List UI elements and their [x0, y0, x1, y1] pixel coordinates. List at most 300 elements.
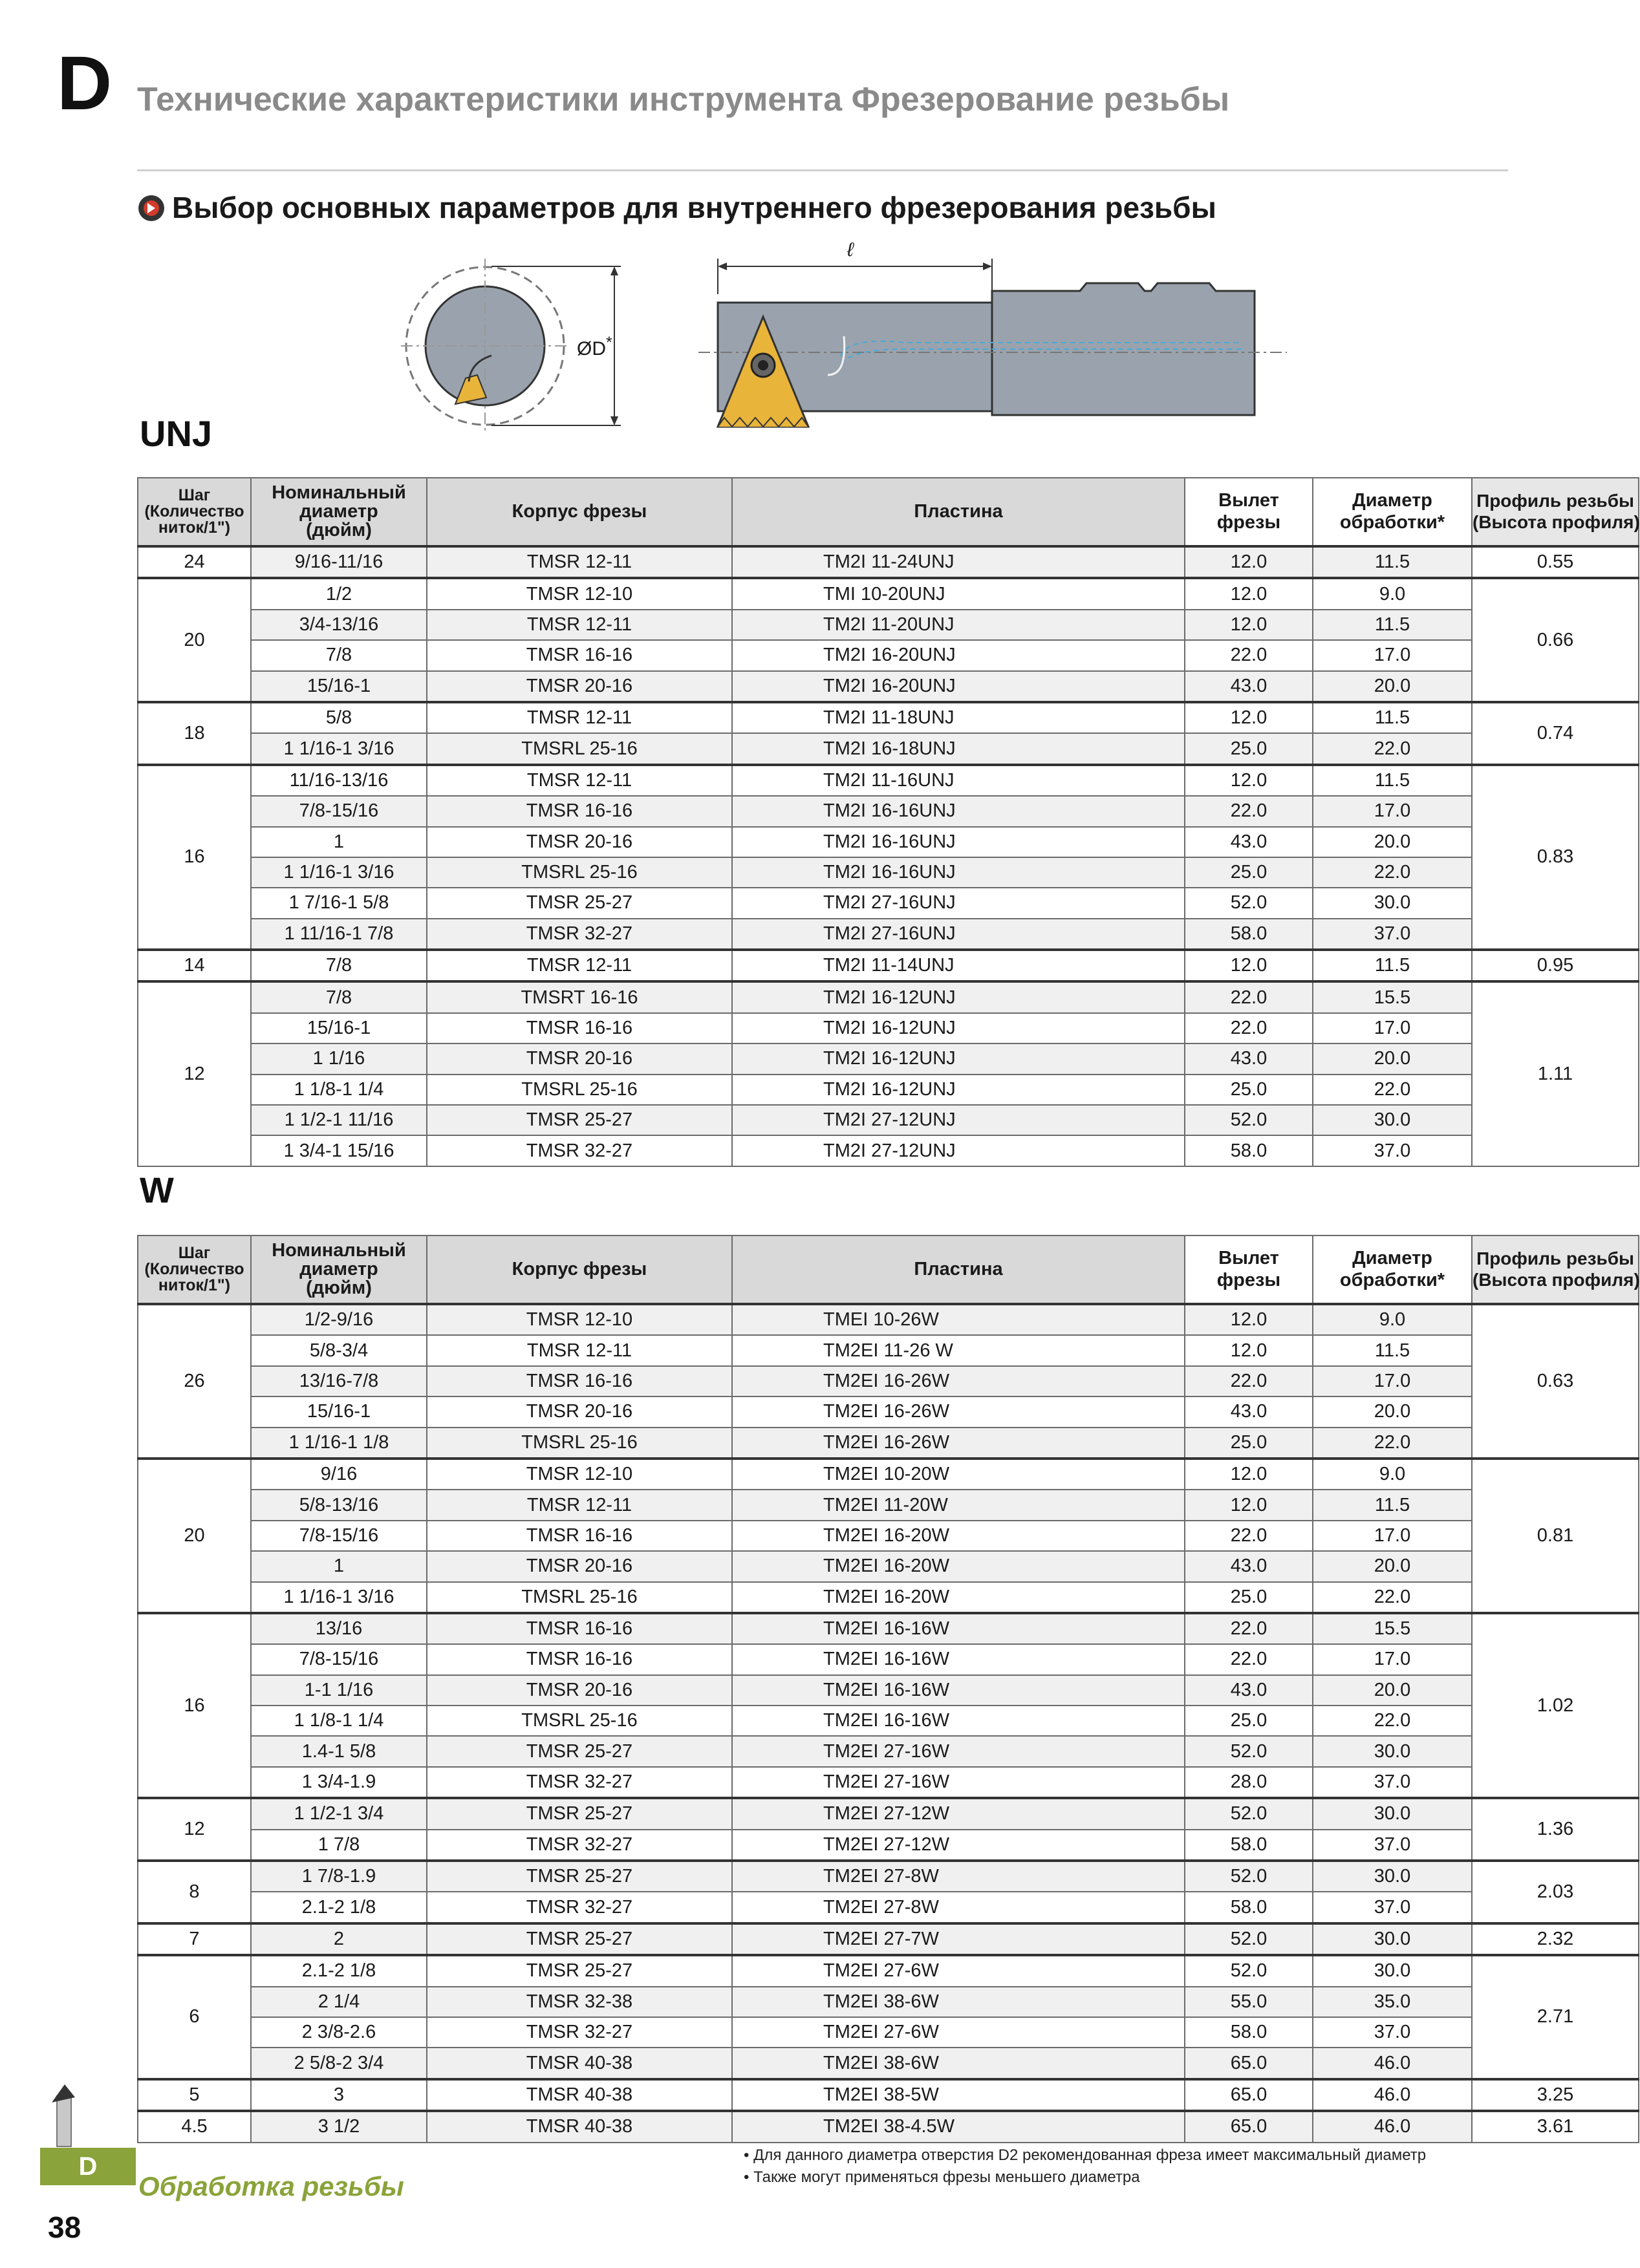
insert-cell: TM2EI 27-12W: [732, 1830, 1185, 1861]
insert-cell: TM2I 11-18UNJ: [732, 702, 1185, 733]
nominal-cell: 1 11/16-1 7/8: [251, 919, 427, 950]
reach-cell: 52.0: [1185, 1861, 1313, 1892]
insert-cell: TM2I 16-20UNJ: [732, 671, 1185, 702]
profile-cell: 1.11: [1472, 981, 1639, 1166]
body-cell: TMSR 40-38: [427, 2111, 732, 2142]
insert-cell: TM2EI 38-6W: [732, 1987, 1185, 2017]
table-row: [138, 950, 1639, 981]
tool-icon: [45, 2083, 84, 2148]
insert-cell: TM2I 16-12UNJ: [732, 981, 1185, 1012]
reach-cell: 52.0: [1185, 888, 1313, 918]
col-diameter: Диаметр обработки*: [1313, 1236, 1472, 1304]
diameter-cell: 20.0: [1313, 671, 1472, 702]
insert-cell: TM2EI 27-16W: [732, 1736, 1185, 1766]
diameter-cell: 37.0: [1313, 1830, 1472, 1861]
nominal-cell: 7/8: [251, 640, 427, 670]
table-row: [138, 1490, 1639, 1520]
diameter-cell: 17.0: [1313, 796, 1472, 826]
insert-cell: TM2I 11-20UNJ: [732, 610, 1185, 640]
body-cell: TMSR 12-10: [427, 578, 732, 609]
reach-cell: 12.0: [1185, 610, 1313, 640]
insert-cell: TM2I 16-16UNJ: [732, 827, 1185, 857]
diameter-cell: 22.0: [1313, 1706, 1472, 1736]
profile-cell: 3.61: [1472, 2111, 1639, 2142]
reach-cell: 58.0: [1185, 2017, 1313, 2048]
body-cell: TMSR 12-11: [427, 610, 732, 640]
col-reach: Вылет фрезы: [1185, 478, 1313, 546]
reach-cell: 25.0: [1185, 1428, 1313, 1459]
nominal-cell: 7/8-15/16: [251, 1644, 427, 1674]
arrow-bullet-icon: [137, 194, 166, 222]
table-row: [138, 1767, 1639, 1798]
insert-cell: TM2I 16-12UNJ: [732, 1043, 1185, 1074]
reach-cell: 52.0: [1185, 1105, 1313, 1135]
profile-cell: 0.81: [1472, 1459, 1639, 1613]
table-row: [138, 1830, 1639, 1861]
col-profile: Профиль резьбы (Высота профиля): [1472, 1236, 1639, 1304]
body-cell: TMSR 40-38: [427, 2079, 732, 2111]
pitch-cell: 16: [138, 1613, 251, 1798]
diameter-label: ØD*: [577, 334, 612, 359]
insert-cell: TM2EI 16-20W: [732, 1582, 1185, 1613]
profile-cell: 3.25: [1472, 2079, 1639, 2111]
diameter-cell: 15.5: [1313, 1613, 1472, 1644]
reach-cell: 52.0: [1185, 1798, 1313, 1829]
diameter-cell: 20.0: [1313, 1043, 1472, 1074]
reach-cell: 22.0: [1185, 1644, 1313, 1674]
profile-cell: 0.55: [1472, 546, 1639, 578]
body-cell: TMSRL 25-16: [427, 733, 732, 764]
pitch-cell: 24: [138, 546, 251, 578]
pitch-cell: 8: [138, 1861, 251, 1923]
profile-cell: 0.95: [1472, 950, 1639, 981]
profile-cell: 2.32: [1472, 1923, 1639, 1955]
end-view-diagram: [401, 259, 660, 440]
page-title: Технические характеристики инструмента Фрезерование резьбы: [137, 81, 1230, 118]
pitch-cell: 4.5: [138, 2111, 251, 2142]
diameter-cell: 17.0: [1313, 1521, 1472, 1551]
table-row: [138, 827, 1639, 857]
reach-cell: 22.0: [1185, 1366, 1313, 1396]
insert-cell: TM2I 16-12UNJ: [732, 1075, 1185, 1105]
profile-cell: 1.36: [1472, 1798, 1639, 1861]
insert-cell: TM2I 27-16UNJ: [732, 919, 1185, 950]
insert-cell: TM2I 16-18UNJ: [732, 733, 1185, 764]
nominal-cell: 1 3/4-1 15/16: [251, 1135, 427, 1166]
body-cell: TMSR 20-16: [427, 671, 732, 702]
diameter-cell: 11.5: [1313, 1335, 1472, 1365]
nominal-cell: 1: [251, 1551, 427, 1581]
insert-cell: TM2EI 27-8W: [732, 1892, 1185, 1923]
reach-cell: 52.0: [1185, 1955, 1313, 1986]
insert-cell: TM2EI 27-16W: [732, 1767, 1185, 1798]
diameter-cell: 15.5: [1313, 981, 1472, 1012]
diameter-cell: 22.0: [1313, 733, 1472, 764]
nominal-cell: 5/8: [251, 702, 427, 733]
reach-cell: 25.0: [1185, 857, 1313, 888]
pitch-cell: 16: [138, 765, 251, 950]
unj-spec-table: [137, 477, 1639, 1167]
table-row: [138, 1459, 1639, 1490]
diameter-cell: 22.0: [1313, 1075, 1472, 1105]
nominal-cell: 3/4-13/16: [251, 610, 427, 640]
reach-cell: 65.0: [1185, 2079, 1313, 2111]
table-row: [138, 857, 1639, 888]
nominal-cell: 13/16: [251, 1613, 427, 1644]
insert-cell: TM2I 11-24UNJ: [732, 546, 1185, 578]
table-row: [138, 546, 1639, 578]
nominal-cell: 1 1/16-1 1/8: [251, 1428, 427, 1459]
col-reach: Вылет фрезы: [1185, 1236, 1313, 1304]
footnote-1: • Для данного диаметра отверстия D2 рекомендованная фреза имеет максимальный диаметр: [744, 2146, 1427, 2164]
pitch-cell: 12: [138, 981, 251, 1166]
diameter-cell: 11.5: [1313, 1490, 1472, 1520]
body-cell: TMSRL 25-16: [427, 1706, 732, 1736]
diameter-cell: 11.5: [1313, 950, 1472, 981]
reach-cell: 12.0: [1185, 546, 1313, 578]
diameter-cell: 17.0: [1313, 1013, 1472, 1043]
table-row: [138, 2048, 1639, 2079]
body-cell: TMSR 25-27: [427, 1798, 732, 1829]
diameter-cell: 46.0: [1313, 2111, 1472, 2142]
table-row: [138, 1582, 1639, 1613]
nominal-cell: 11/16-13/16: [251, 765, 427, 796]
insert-cell: TM2EI 16-16W: [732, 1613, 1185, 1644]
body-cell: TMSR 20-16: [427, 1043, 732, 1074]
unj-section-label: UNJ: [140, 413, 213, 454]
diameter-cell: 11.5: [1313, 546, 1472, 578]
body-cell: TMSR 16-16: [427, 1644, 732, 1674]
diameter-cell: 30.0: [1313, 1861, 1472, 1892]
reach-cell: 55.0: [1185, 1987, 1313, 2017]
nominal-cell: 15/16-1: [251, 1013, 427, 1043]
table-row: [138, 1335, 1639, 1365]
w-section-label: W: [140, 1170, 174, 1210]
reach-cell: 43.0: [1185, 1551, 1313, 1581]
nominal-cell: 1 1/16-1 3/16: [251, 857, 427, 888]
insert-cell: TM2I 11-14UNJ: [732, 950, 1185, 981]
nominal-cell: 13/16-7/8: [251, 1366, 427, 1396]
pitch-cell: 18: [138, 702, 251, 765]
body-cell: TMSR 25-27: [427, 1736, 732, 1766]
diameter-cell: 30.0: [1313, 1736, 1472, 1766]
col-profile: Профиль резьбы (Высота профиля): [1472, 478, 1639, 546]
header-divider: [137, 169, 1508, 171]
diameter-cell: 11.5: [1313, 702, 1472, 733]
diameter-cell: 20.0: [1313, 1396, 1472, 1427]
nominal-cell: 1 1/16-1 3/16: [251, 733, 427, 764]
nominal-cell: 1/2: [251, 578, 427, 609]
nominal-cell: 15/16-1: [251, 1396, 427, 1427]
reach-cell: 12.0: [1185, 702, 1313, 733]
reach-cell: 65.0: [1185, 2111, 1313, 2142]
length-label: ℓ: [847, 239, 854, 261]
profile-cell: 0.83: [1472, 765, 1639, 950]
col-pitch: Шаг (Количество ниток/1"): [138, 1236, 251, 1304]
diameter-cell: 37.0: [1313, 1767, 1472, 1798]
reach-cell: 28.0: [1185, 1767, 1313, 1798]
insert-cell: TM2EI 11-20W: [732, 1490, 1185, 1520]
table-row: [138, 1892, 1639, 1923]
pitch-cell: 5: [138, 2079, 251, 2111]
nominal-cell: 1 1/8-1 1/4: [251, 1075, 427, 1105]
diameter-cell: 9.0: [1313, 1459, 1472, 1490]
diameter-cell: 30.0: [1313, 1923, 1472, 1955]
diameter-cell: 46.0: [1313, 2079, 1472, 2111]
table-row: [138, 2079, 1639, 2111]
body-cell: TMSR 12-11: [427, 546, 732, 578]
insert-cell: TM2EI 27-7W: [732, 1923, 1185, 1955]
nominal-cell: 1 1/16-1 3/16: [251, 1582, 427, 1613]
body-cell: TMSR 32-27: [427, 2017, 732, 2048]
table-row: [138, 1613, 1639, 1644]
body-cell: TMSR 16-16: [427, 1366, 732, 1396]
body-cell: TMSRL 25-16: [427, 1075, 732, 1105]
reach-cell: 52.0: [1185, 1736, 1313, 1766]
table-row: [138, 1013, 1639, 1043]
body-cell: TMSR 32-27: [427, 1892, 732, 1923]
reach-cell: 25.0: [1185, 733, 1313, 764]
table-row: [138, 765, 1639, 796]
w-spec-table: [137, 1235, 1639, 2143]
pitch-cell: 20: [138, 1459, 251, 1613]
table-row: [138, 919, 1639, 950]
col-nominal: Номинальный диаметр (дюйм): [251, 478, 427, 546]
body-cell: TMSR 16-16: [427, 1521, 732, 1551]
body-cell: TMSR 16-16: [427, 1013, 732, 1043]
table-row: [138, 1706, 1639, 1736]
body-cell: TMSRL 25-16: [427, 1428, 732, 1459]
table-row: [138, 671, 1639, 702]
profile-cell: 2.03: [1472, 1861, 1639, 1923]
body-cell: TMSR 25-27: [427, 888, 732, 918]
insert-cell: TM2EI 38-6W: [732, 2048, 1185, 2079]
diameter-cell: 30.0: [1313, 888, 1472, 918]
reach-cell: 58.0: [1185, 1892, 1313, 1923]
diameter-cell: 20.0: [1313, 827, 1472, 857]
insert-cell: TM2EI 27-8W: [732, 1861, 1185, 1892]
diameter-cell: 11.5: [1313, 765, 1472, 796]
table-row: [138, 1551, 1639, 1581]
diameter-cell: 22.0: [1313, 1582, 1472, 1613]
reach-cell: 22.0: [1185, 981, 1313, 1012]
col-pitch: Шаг (Количество ниток/1"): [138, 478, 251, 546]
profile-cell: 0.74: [1472, 702, 1639, 765]
nominal-cell: 5/8-13/16: [251, 1490, 427, 1520]
body-cell: TMSR 40-38: [427, 2048, 732, 2079]
body-cell: TMSR 12-11: [427, 702, 732, 733]
nominal-cell: 3: [251, 2079, 427, 2111]
reach-cell: 12.0: [1185, 578, 1313, 609]
body-cell: TMSR 16-16: [427, 640, 732, 670]
body-cell: TMSR 20-16: [427, 1396, 732, 1427]
insert-cell: TM2I 16-16UNJ: [732, 796, 1185, 826]
table-row: [138, 1861, 1639, 1892]
body-cell: TMSRL 25-16: [427, 857, 732, 888]
reach-cell: 58.0: [1185, 1830, 1313, 1861]
insert-cell: TM2I 27-16UNJ: [732, 888, 1185, 918]
nominal-cell: 1: [251, 827, 427, 857]
table-row: [138, 1955, 1639, 1986]
nominal-cell: 1 7/16-1 5/8: [251, 888, 427, 918]
reach-cell: 22.0: [1185, 1613, 1313, 1644]
body-cell: TMSR 16-16: [427, 1613, 732, 1644]
nominal-cell: 1 1/16: [251, 1043, 427, 1074]
nominal-cell: 9/16-11/16: [251, 546, 427, 578]
insert-cell: TM2EI 38-4.5W: [732, 2111, 1185, 2142]
insert-cell: TMI 10-20UNJ: [732, 578, 1185, 609]
diameter-cell: 35.0: [1313, 1987, 1472, 2017]
table-row: [138, 1135, 1639, 1166]
pitch-cell: 20: [138, 578, 251, 702]
table-row: [138, 1644, 1639, 1674]
reach-cell: 52.0: [1185, 1923, 1313, 1955]
profile-cell: 0.63: [1472, 1304, 1639, 1459]
page-number: 38: [48, 2210, 81, 2244]
nominal-cell: 1.4-1 5/8: [251, 1736, 427, 1766]
reach-cell: 43.0: [1185, 671, 1313, 702]
nominal-cell: 1 7/8-1.9: [251, 1861, 427, 1892]
insert-cell: TMEI 10-26W: [732, 1304, 1185, 1335]
profile-cell: 1.02: [1472, 1613, 1639, 1798]
diameter-cell: 46.0: [1313, 2048, 1472, 2079]
profile-cell: 0.66: [1472, 578, 1639, 702]
reach-cell: 43.0: [1185, 827, 1313, 857]
diameter-cell: 20.0: [1313, 1551, 1472, 1581]
nominal-cell: 7/8: [251, 950, 427, 981]
nominal-cell: 1 1/2-1 3/4: [251, 1798, 427, 1829]
insert-cell: TM2EI 16-26W: [732, 1396, 1185, 1427]
body-cell: TMSR 32-27: [427, 1767, 732, 1798]
insert-cell: TM2EI 10-20W: [732, 1459, 1185, 1490]
nominal-cell: 15/16-1: [251, 671, 427, 702]
table-row: [138, 2017, 1639, 2048]
col-insert: Пластина: [732, 478, 1185, 546]
table-row: [138, 1366, 1639, 1396]
diameter-cell: 22.0: [1313, 1428, 1472, 1459]
reach-cell: 43.0: [1185, 1675, 1313, 1706]
reach-cell: 12.0: [1185, 950, 1313, 981]
table-row: [138, 1987, 1639, 2017]
body-cell: TMSR 20-16: [427, 1551, 732, 1581]
table-row: [138, 1923, 1639, 1955]
pitch-cell: 12: [138, 1798, 251, 1861]
body-cell: TMSR 20-16: [427, 1675, 732, 1706]
reach-cell: 12.0: [1185, 1335, 1313, 1365]
diameter-cell: 37.0: [1313, 1135, 1472, 1166]
insert-cell: TM2EI 16-26W: [732, 1366, 1185, 1396]
body-cell: TMSR 16-16: [427, 796, 732, 826]
nominal-cell: 1 1/8-1 1/4: [251, 1706, 427, 1736]
nominal-cell: 2 1/4: [251, 1987, 427, 2017]
diameter-cell: 37.0: [1313, 1892, 1472, 1923]
table-row: [138, 1043, 1639, 1074]
reach-cell: 22.0: [1185, 640, 1313, 670]
insert-cell: TM2EI 27-6W: [732, 1955, 1185, 1986]
diameter-cell: 17.0: [1313, 640, 1472, 670]
body-cell: TMSR 25-27: [427, 1105, 732, 1135]
table-row: [138, 1075, 1639, 1105]
insert-cell: TM2EI 11-26 W: [732, 1335, 1185, 1365]
reach-cell: 22.0: [1185, 1013, 1313, 1043]
table-row: [138, 1396, 1639, 1427]
table-row: [138, 1736, 1639, 1766]
body-cell: TMSRT 16-16: [427, 981, 732, 1012]
insert-cell: TM2I 27-12UNJ: [732, 1135, 1185, 1166]
nominal-cell: 1 3/4-1.9: [251, 1767, 427, 1798]
table-row: [138, 1675, 1639, 1706]
diameter-cell: 17.0: [1313, 1366, 1472, 1396]
insert-cell: TM2EI 16-16W: [732, 1706, 1185, 1736]
col-nominal: Номинальный диаметр (дюйм): [251, 1236, 427, 1304]
body-cell: TMSR 32-27: [427, 1135, 732, 1166]
col-insert: Пластина: [732, 1236, 1185, 1304]
insert-cell: TM2EI 16-20W: [732, 1551, 1185, 1581]
nominal-cell: 2: [251, 1923, 427, 1955]
table-row: [138, 610, 1639, 640]
body-cell: TMSR 25-27: [427, 1923, 732, 1955]
reach-cell: 12.0: [1185, 765, 1313, 796]
reach-cell: 12.0: [1185, 1459, 1313, 1490]
insert-cell: TM2EI 38-5W: [732, 2079, 1185, 2111]
diameter-cell: 17.0: [1313, 1644, 1472, 1674]
table-row: [138, 733, 1639, 764]
insert-cell: TM2I 16-12UNJ: [732, 1013, 1185, 1043]
col-diameter: Диаметр обработки*: [1313, 478, 1472, 546]
nominal-cell: 9/16: [251, 1459, 427, 1490]
reach-cell: 25.0: [1185, 1075, 1313, 1105]
pitch-cell: 7: [138, 1923, 251, 1955]
col-body: Корпус фрезы: [427, 1236, 732, 1304]
diameter-cell: 9.0: [1313, 1304, 1472, 1335]
reach-cell: 25.0: [1185, 1706, 1313, 1736]
reach-cell: 12.0: [1185, 1490, 1313, 1520]
footer-tab-letter: D: [78, 2152, 98, 2181]
footnote-2: • Также могут применяться фрезы меньшего диаметра: [744, 2168, 1140, 2186]
col-body: Корпус фрезы: [427, 478, 732, 546]
nominal-cell: 7/8-15/16: [251, 1521, 427, 1551]
reach-cell: 22.0: [1185, 796, 1313, 826]
body-cell: TMSR 12-10: [427, 1459, 732, 1490]
insert-cell: TM2EI 16-16W: [732, 1644, 1185, 1674]
diameter-cell: 30.0: [1313, 1105, 1472, 1135]
body-cell: TMSR 25-27: [427, 1861, 732, 1892]
body-cell: TMSR 20-16: [427, 827, 732, 857]
insert-cell: TM2I 11-16UNJ: [732, 765, 1185, 796]
pitch-cell: 14: [138, 950, 251, 981]
reach-cell: 12.0: [1185, 1304, 1313, 1335]
reach-cell: 43.0: [1185, 1396, 1313, 1427]
nominal-cell: 7/8: [251, 981, 427, 1012]
nominal-cell: 1/2-9/16: [251, 1304, 427, 1335]
body-cell: TMSR 12-11: [427, 1490, 732, 1520]
reach-cell: 43.0: [1185, 1043, 1313, 1074]
table-row: [138, 1105, 1639, 1135]
insert-cell: TM2I 16-20UNJ: [732, 640, 1185, 670]
diameter-cell: 37.0: [1313, 919, 1472, 950]
insert-cell: TM2EI 16-20W: [732, 1521, 1185, 1551]
nominal-cell: 2 5/8-2 3/4: [251, 2048, 427, 2079]
body-cell: TMSR 32-38: [427, 1987, 732, 2017]
reach-cell: 65.0: [1185, 2048, 1313, 2079]
profile-cell: 2.71: [1472, 1955, 1639, 2079]
chapter-letter: D: [57, 41, 113, 126]
table-row: [138, 1798, 1639, 1829]
body-cell: TMSR 12-11: [427, 950, 732, 981]
pitch-cell: 26: [138, 1304, 251, 1459]
footer-section-name: Обработка резьбы: [138, 2171, 404, 2201]
table-row: [138, 1428, 1639, 1459]
